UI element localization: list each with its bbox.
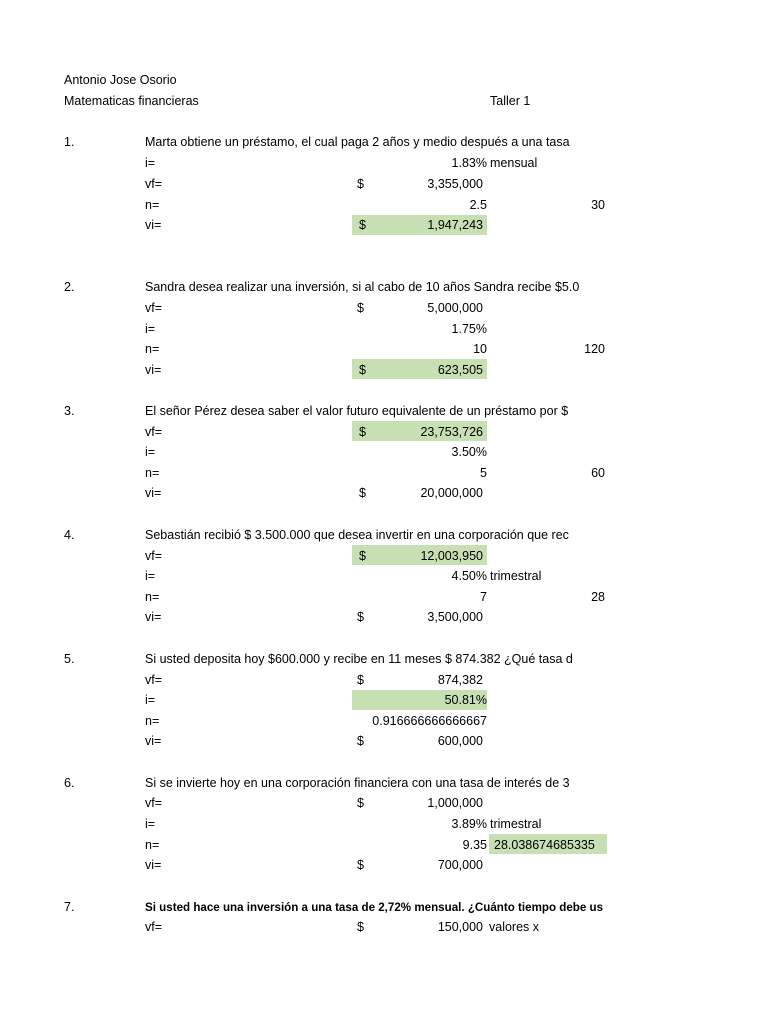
label-vf: vf= xyxy=(145,301,163,315)
value-i: 4.50% xyxy=(451,569,487,583)
currency-vf: $ xyxy=(357,177,364,191)
label-vf: vf= xyxy=(145,549,163,563)
extra-n: 28 xyxy=(591,590,605,604)
problem-3 xyxy=(0,401,768,511)
currency-vi: $ xyxy=(357,610,364,624)
problem-statement: Sebastián recibió $ 3.500.000 que desea invertir en una corporación que rec xyxy=(145,528,569,542)
value-i: 1.83% xyxy=(451,156,487,170)
value-vi: 600,000 xyxy=(437,734,483,748)
problem-7 xyxy=(0,897,768,1007)
value-n: 7 xyxy=(480,590,487,604)
currency-vi: $ xyxy=(359,218,366,232)
unit-i: trimestral xyxy=(490,569,542,583)
result-vf: 12,003,950 xyxy=(420,549,483,563)
label-vi: vi= xyxy=(145,610,162,624)
problem-statement: Sandra desea realizar una inversión, si al cabo de 10 años Sandra recibe $5.0 xyxy=(145,280,580,294)
currency-vf: $ xyxy=(357,673,364,687)
currency-vf: $ xyxy=(357,301,364,315)
value-vi: 3,500,000 xyxy=(427,610,483,624)
value-i: 3.89% xyxy=(451,817,487,831)
currency-vi: $ xyxy=(359,363,366,377)
problem-number: 3. xyxy=(64,404,75,418)
label-i: i= xyxy=(145,156,156,170)
label-n: n= xyxy=(145,838,160,852)
result-vf: 23,753,726 xyxy=(420,425,483,439)
value-vf: 5,000,000 xyxy=(427,301,483,315)
label-vi: vi= xyxy=(145,858,162,872)
label-i: i= xyxy=(145,322,156,336)
value-vf: 1,000,000 xyxy=(427,796,483,810)
problem-statement: El señor Pérez desea saber el valor futuro equivalente de un préstamo por $ xyxy=(145,404,569,418)
value-vf: 3,355,000 xyxy=(427,177,483,191)
problem-number: 4. xyxy=(64,528,75,542)
assignment-title: Taller 1 xyxy=(490,94,531,108)
currency-vf: $ xyxy=(357,920,364,934)
value-n: 2.5 xyxy=(469,198,487,212)
problem-1 xyxy=(0,132,768,242)
label-vf: vf= xyxy=(145,796,163,810)
label-n: n= xyxy=(145,342,160,356)
problem-statement: Si se invierte hoy en una corporación financiera con una tasa de interés de 3 xyxy=(145,776,570,790)
problem-6 xyxy=(0,773,768,883)
value-n: 0.916666666666667 xyxy=(372,714,487,728)
unit-i: trimestral xyxy=(490,817,542,831)
problem-number: 7. xyxy=(64,900,75,914)
extra-n: 60 xyxy=(591,466,605,480)
author-name: Antonio Jose Osorio xyxy=(64,73,177,87)
value-vi: 20,000,000 xyxy=(420,486,483,500)
label-n: n= xyxy=(145,590,160,604)
label-vf: vf= xyxy=(145,425,163,439)
result-i: 50.81% xyxy=(444,693,487,707)
value-n: 5 xyxy=(480,466,487,480)
value-i: 1.75% xyxy=(451,322,487,336)
result-n-months: 28.038674685335 xyxy=(494,838,595,852)
currency-vf: $ xyxy=(359,549,366,563)
currency-vf: $ xyxy=(357,796,364,810)
label-i: i= xyxy=(145,693,156,707)
problem-2 xyxy=(0,277,768,387)
currency-vi: $ xyxy=(357,858,364,872)
problem-number: 5. xyxy=(64,652,75,666)
unit-vf: valores x xyxy=(489,920,540,934)
problem-number: 6. xyxy=(64,776,75,790)
problem-statement: Si usted hace una inversión a una tasa de 2,72% mensual. ¿Cuánto tiempo debe us xyxy=(145,901,604,914)
problem-number: 1. xyxy=(64,135,75,149)
result-vi: 623,505 xyxy=(437,363,483,377)
extra-n: 120 xyxy=(584,342,605,356)
problem-number: 2. xyxy=(64,280,75,294)
label-i: i= xyxy=(145,817,156,831)
extra-n: 30 xyxy=(591,198,605,212)
label-vf: vf= xyxy=(145,673,163,687)
label-n: n= xyxy=(145,466,160,480)
value-n: 9.35 xyxy=(462,838,487,852)
currency-vf: $ xyxy=(359,425,366,439)
problem-5 xyxy=(0,649,768,759)
label-n: n= xyxy=(145,198,160,212)
value-vf: 150,000 xyxy=(437,920,483,934)
course-name: Matematicas financieras xyxy=(64,94,199,108)
label-vi: vi= xyxy=(145,734,162,748)
currency-vi: $ xyxy=(359,486,366,500)
label-vi: vi= xyxy=(145,486,162,500)
problem-statement: Si usted deposita hoy $600.000 y recibe en 11 meses $ 874.382 ¿Qué tasa d xyxy=(145,652,573,666)
unit-i: mensual xyxy=(490,156,538,170)
label-i: i= xyxy=(145,569,156,583)
value-vi: 700,000 xyxy=(437,858,483,872)
label-n: n= xyxy=(145,714,160,728)
label-vi: vi= xyxy=(145,363,162,377)
label-vi: vi= xyxy=(145,218,162,232)
result-vi: 1,947,243 xyxy=(427,218,483,232)
label-vf: vf= xyxy=(145,177,163,191)
value-vf: 874,382 xyxy=(437,673,483,687)
label-i: i= xyxy=(145,445,156,459)
problem-4 xyxy=(0,525,768,635)
label-vf: vf= xyxy=(145,920,163,934)
problem-statement: Marta obtiene un préstamo, el cual paga 2 años y medio después a una tasa xyxy=(145,135,570,149)
value-i: 3.50% xyxy=(451,445,487,459)
currency-vi: $ xyxy=(357,734,364,748)
value-n: 10 xyxy=(473,342,487,356)
